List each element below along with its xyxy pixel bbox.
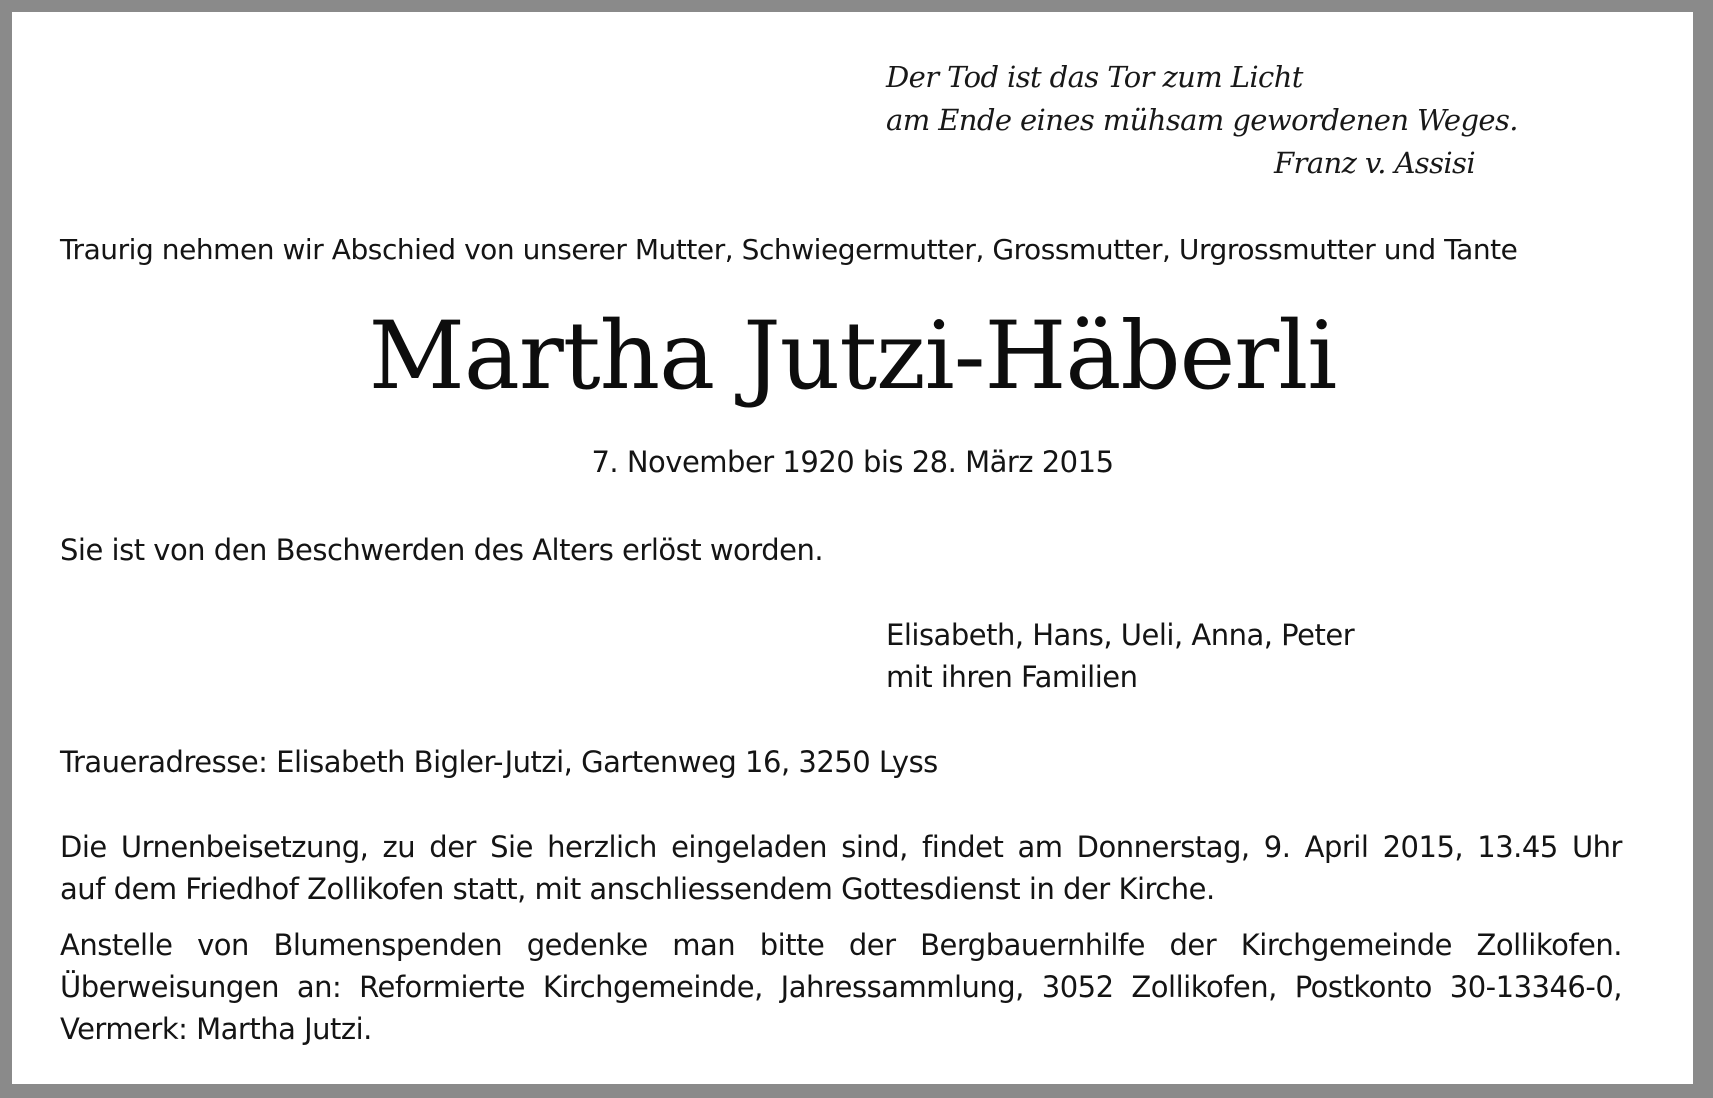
motto-line: Der Tod ist das Tor zum Licht — [886, 60, 1303, 94]
mourning-address: Traueradresse: Elisabeth Bigler-Jutzi, Gartenweg 16, 3250 Lyss — [60, 745, 938, 779]
motto-quote — [886, 56, 1518, 180]
ceremony-line: auf dem Friedhof Zollikofen statt, mit anschliessendem Gottesdienst in der Kirche. — [60, 872, 1215, 906]
motto-author: Franz v. Assisi — [1274, 146, 1475, 180]
mourner-names: Elisabeth, Hans, Ueli, Anna, Peter — [886, 618, 1355, 652]
donation-line: Anstelle von Blumenspenden gedenke man bitte der Bergbauernhilfe der Kirchgemeinde Zollikofen. — [60, 928, 1622, 962]
mourners-block — [886, 614, 1354, 698]
ceremony-line: Die Urnenbeisetzung, zu der Sie herzlich eingeladen sind, findet am Donnerstag, 9. April 2015, 13.45 Uhr — [60, 830, 1622, 864]
relief-statement: Sie ist von den Beschwerden des Alters erlöst worden. — [60, 533, 824, 567]
donation-line: Vermerk: Martha Jutzi. — [60, 1012, 372, 1046]
donation-line: Überweisungen an: Reformierte Kirchgemeinde, Jahressammlung, 3052 Zollikofen, Postkonto 30-13346-0, — [60, 970, 1622, 1004]
ceremony-paragraph — [60, 826, 1622, 910]
deceased-name: Martha Jutzi-Häberli — [368, 302, 1337, 411]
motto-line: am Ende eines mühsam gewordenen Weges. — [886, 103, 1518, 137]
obituary-notice — [12, 12, 1693, 1084]
life-dates: 7. November 1920 bis 28. März 2015 — [591, 445, 1114, 479]
intro-text: Traurig nehmen wir Abschied von unserer Mutter, Schwiegermutter, Grossmutter, Urgrossmutter und Tante — [60, 233, 1518, 266]
donation-paragraph — [60, 924, 1622, 1050]
mourner-families: mit ihren Familien — [886, 660, 1138, 694]
